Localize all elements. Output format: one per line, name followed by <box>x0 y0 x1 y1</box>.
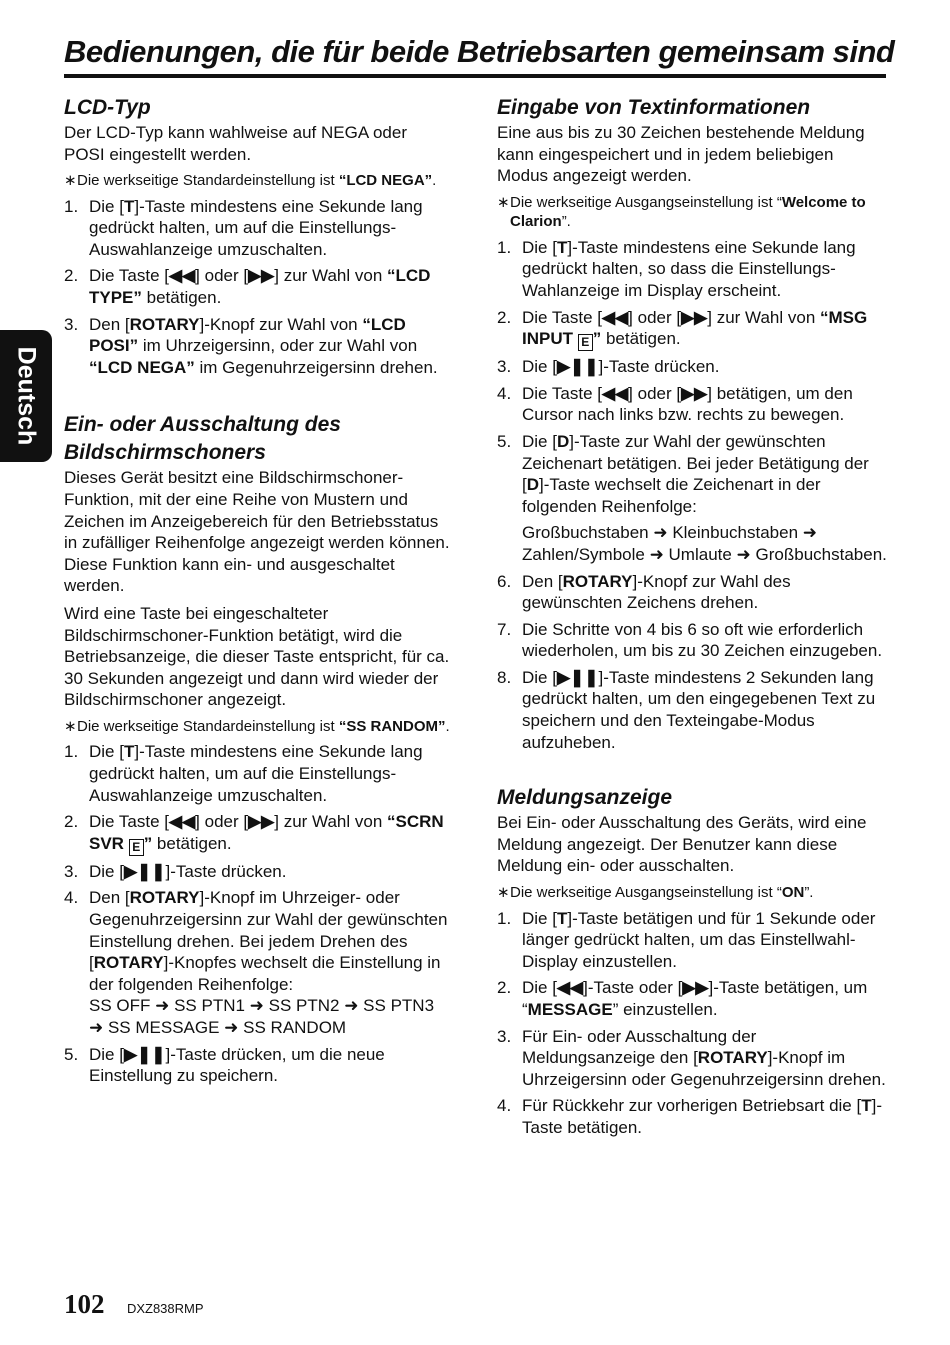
default-setting-note: ∗ Die werkseitige Standardeinstellung ist “LCD NEGA”. <box>64 172 437 190</box>
section-screensaver <box>64 411 452 1086</box>
step-list <box>497 908 889 1139</box>
step-item: 6. Den [ROTARY]-Knopf zur Wahl des gewünschten Zeichens drehen. <box>497 571 791 613</box>
seek-back-icon: ◀◀ <box>169 812 196 832</box>
play-pause-icon: ▶❚❚ <box>556 667 599 687</box>
seek-forward-icon: ▶▶ <box>682 978 709 998</box>
seek-forward-icon: ▶▶ <box>248 266 275 286</box>
section-intro: Der LCD-Typ kann wahlweise auf NEGA oder POSI eingestellt werden. <box>64 123 407 164</box>
seek-forward-icon: ▶▶ <box>681 307 708 327</box>
character-sequence: Großbuchstaben ➜ Kleinbuchstaben ➜ Zahlen/Symbole ➜ Umlaute ➜ Großbuchstaben. <box>522 523 887 564</box>
step-item: 3. Die [▶❚❚]-Taste drücken. <box>497 357 720 377</box>
step-item: 3. Für Ein- oder Ausschaltung der Meldungsanzeige den [ROTARY]-Knopf im Uhrzeigersinn oder Gegenuhrzeigersinn drehen. <box>497 1026 886 1089</box>
right-column <box>497 94 889 1143</box>
step-item: 5. Die [D]-Taste zur Wahl der gewünschten Zeichenart betätigen. Bei jeder Betätigung der [D]-Taste wechselt die Zeichenart in der folgenden Reihenfolge: Großbuchstaben ➜ Kleinbuchstaben ➜ Zahlen/Symbole ➜ Umlaute ➜ Großbuchstaben. <box>497 431 889 566</box>
note-asterisk-icon: ∗ <box>64 717 77 735</box>
play-pause-icon: ▶❚❚ <box>123 861 166 881</box>
step-item: 7. Die Schritte von 4 bis 6 so oft wie erforderlich wiederholen, um bis zu 30 Zeichen einzugeben. <box>497 619 883 661</box>
section-heading: Meldungsanzeige <box>497 786 673 810</box>
section-paragraph: Wird eine Taste bei eingeschalteter Bildschirmschoner-Funktion betätigt, wird die Betriebsanzeige, die dieser Taste entspricht, für ca. 30 Sekunden angezeigt und dann wird wieder der Bildschirmschoner angezeigt. <box>64 604 450 710</box>
play-pause-icon: ▶❚❚ <box>556 357 599 377</box>
step-item: 2. Die Taste [◀◀] oder [▶▶] zur Wahl von “LCD TYPE” betätigen. <box>64 266 431 308</box>
model-number: DXZ838RMP <box>126 1301 204 1316</box>
title-rule <box>64 74 886 78</box>
default-setting-note: ∗ Die werkseitige Standardeinstellung ist “SS RANDOM”. <box>64 717 450 735</box>
extended-menu-icon: E <box>578 334 593 351</box>
language-tab <box>0 330 52 462</box>
note-asterisk-icon: ∗ <box>64 172 77 190</box>
seek-back-icon: ◀◀ <box>169 266 196 286</box>
play-pause-icon: ▶❚❚ <box>123 1044 166 1064</box>
step-item: 2. Die [◀◀]-Taste oder [▶▶]-Taste betätigen, um “MESSAGE” einzustellen. <box>497 978 868 1019</box>
extended-menu-icon: E <box>129 839 144 856</box>
page-footer <box>64 1289 204 1323</box>
step-item: 4. Den [ROTARY]-Knopf im Uhrzeiger- oder Gegenuhrzeigersinn zur Wahl der gewünschten Einstellung drehen. Bei jedem Drehen des [ROTARY]-Knopfes wechselt die Einstellung in der folgenden Reihenfolge: SS OFF ➜ SS PTN1 ➜ SS PTN2 ➜ SS PTN3 ➜ SS MESSAGE ➜ SS RANDOM <box>64 888 448 1037</box>
section-intro: Bei Ein- oder Ausschaltung des Geräts, wird eine Meldung angezeigt. Der Benutzer kann diese Meldung ein- oder ausschalten. <box>497 813 867 876</box>
default-setting-note: ∗ Die werkseitige Ausgangseinstellung ist “ON”. <box>497 884 814 902</box>
step-item: 2. Die Taste [◀◀] oder [▶▶] zur Wahl von “MSG INPUT E ” betätigen. <box>497 307 868 350</box>
step-item: 2. Die Taste [◀◀] oder [▶▶] zur Wahl von “SCRN SVR E ” betätigen. <box>64 812 444 854</box>
step-item: 4. Die Taste [◀◀] oder [▶▶] betätigen, um den Cursor nach links bzw. rechts zu bewegen. <box>497 383 853 425</box>
note-asterisk-icon: ∗ <box>497 884 510 902</box>
step-item: 4. Für Rückkehr zur vorherigen Betriebsart die [T]-Taste betätigen. <box>497 1096 882 1137</box>
section-text-input <box>497 94 889 753</box>
step-list <box>64 196 452 379</box>
step-item: 3. Den [ROTARY]-Knopf zur Wahl von “LCD POSI” im Uhrzeigersinn, oder zur Wahl von “LCD NEGA” im Gegenuhrzeigersinn drehen. <box>64 314 438 377</box>
step-item: 5. Die [▶❚❚]-Taste drücken, um die neue Einstellung zu speichern. <box>64 1044 385 1086</box>
section-lcd-type <box>64 94 452 378</box>
step-item: 1. Die [T]-Taste mindestens eine Sekunde lang gedrückt halten, um auf die Einstellungs-Auswahlanzeige umzuschalten. <box>64 742 423 805</box>
seek-back-icon: ◀◀ <box>602 307 629 327</box>
section-paragraph: Dieses Gerät besitzt eine Bildschirmschoner-Funktion, mit der eine Reihe von Mustern und Zeichen im Anzeigebereich für den Betriebsstatus in zufälliger Reihenfolge angezeigt werden können. Diese Funktion kann ein- und ausgeschaltet werden. <box>64 468 450 596</box>
note-asterisk-icon: ∗ <box>497 193 510 211</box>
seek-forward-icon: ▶▶ <box>681 383 708 403</box>
step-item: 1. Die [T]-Taste betätigen und für 1 Sekunde oder länger gedrückt halten, um das Einstellwahl-Display einzustellen. <box>497 908 876 971</box>
step-item: 8. Die [▶❚❚]-Taste mindestens 2 Sekunden lang gedrückt halten, um den eingegebenen Text zu speichern und den Texteingabe-Modus aufzuheben. <box>497 667 876 752</box>
section-message-display <box>497 784 889 1138</box>
seek-back-icon: ◀◀ <box>556 978 584 998</box>
page-title: Bedienungen, die für beide Betriebsarten gemeinsam sind <box>64 34 895 69</box>
default-setting-note: ∗ Die werkseitige Ausgangseinstellung ist “Welcome to Clarion”. <box>497 193 866 231</box>
setting-sequence: SS OFF ➜ SS PTN1 ➜ SS PTN2 ➜ SS PTN3 ➜ SS MESSAGE ➜ SS RANDOM <box>89 996 435 1037</box>
step-item: 1. Die [T]-Taste mindestens eine Sekunde lang gedrückt halten, um auf die Einstellungs-Auswahlanzeige umzuschalten. <box>64 196 423 259</box>
section-heading: Ein- oder Ausschaltung des Bildschirmschoners <box>64 413 341 465</box>
section-heading: LCD-Typ <box>64 96 151 119</box>
page-number: 102 <box>64 1289 105 1319</box>
language-tab-label: Deutsch <box>12 346 41 446</box>
section-heading: Eingabe von Textinformationen <box>497 96 811 119</box>
step-item: 1. Die [T]-Taste mindestens eine Sekunde lang gedrückt halten, so dass die Einstellungs-Wahlanzeige im Display erscheint. <box>497 237 856 300</box>
section-intro: Eine aus bis zu 30 Zeichen bestehende Meldung kann eingespeichert und in jedem beliebigen Modus angezeigt werden. <box>497 123 865 186</box>
left-column <box>64 94 452 1092</box>
seek-forward-icon: ▶▶ <box>248 812 275 832</box>
step-item: 3. Die [▶❚❚]-Taste drücken. <box>64 861 287 881</box>
step-list <box>497 237 889 753</box>
step-list <box>64 741 452 1086</box>
seek-back-icon: ◀◀ <box>602 383 629 403</box>
